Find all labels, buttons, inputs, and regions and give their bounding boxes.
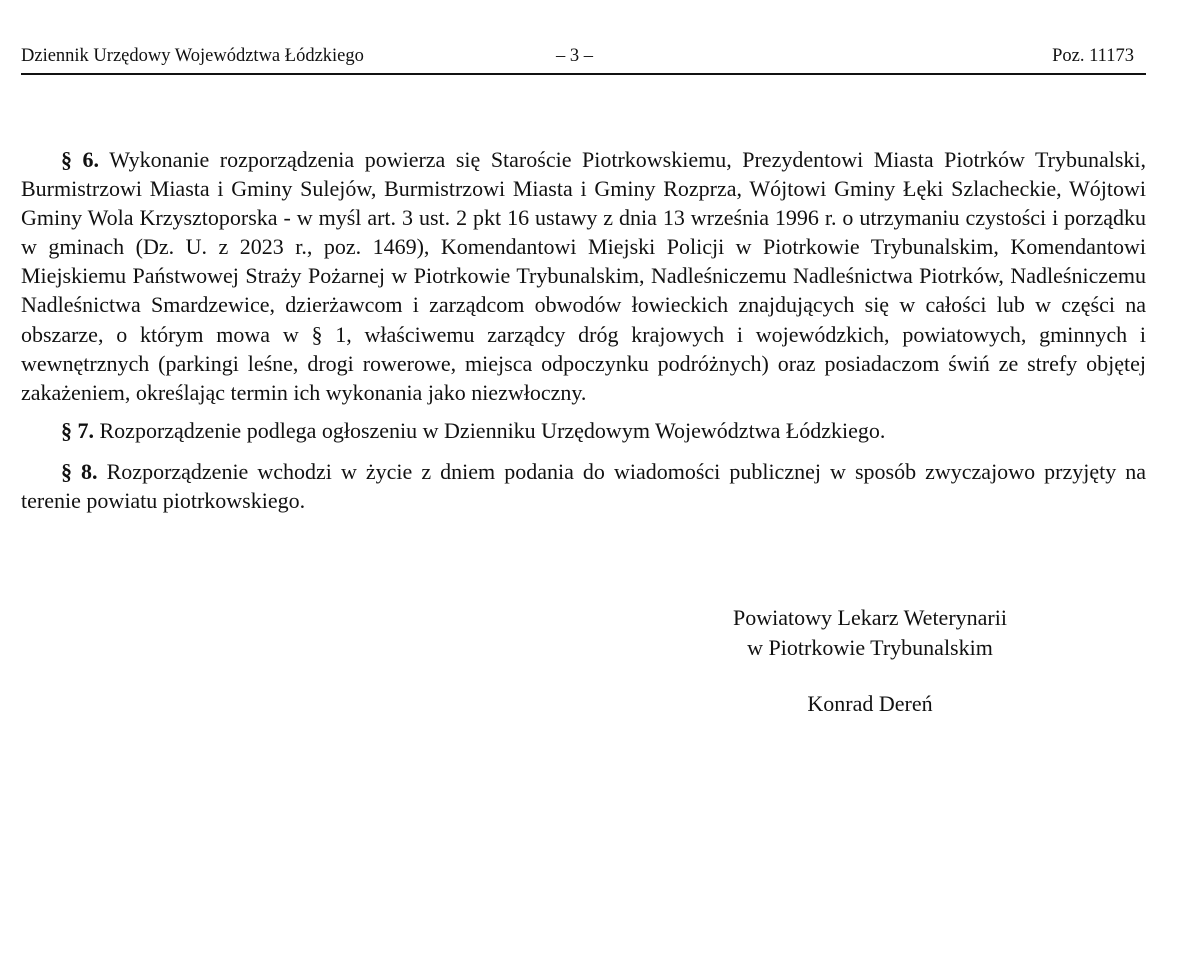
paragraph-text: Rozporządzenie podlega ogłoszeniu w Dzienniku Urzędowym Województwa Łódzkiego. bbox=[99, 417, 886, 443]
paragraph-number: § 6. bbox=[61, 147, 100, 172]
paragraph-6 bbox=[21, 145, 1146, 407]
paragraph-8 bbox=[21, 457, 1146, 515]
paragraph-7 bbox=[21, 416, 1146, 445]
journal-title: Dziennik Urzędowy Województwa Łódzkiego bbox=[21, 46, 364, 66]
paragraph-number: § 7. bbox=[61, 417, 94, 443]
signature-office-line1: Powiatowy Lekarz Weterynarii bbox=[733, 605, 1007, 630]
paragraph-text: Wykonanie rozporządzenia powierza się Staroście Piotrkowskiemu, Prezydentowi Miasta Piotrków Trybunalski, Burmistrzowi Miasta i Gminy Sulejów, Burmistrzowi Miasta i Gminy Rozprza, Wójtowi Gminy Łęki Szlacheckie, Wójtowi Gminy Wola Krzysztoporska - w myśl art. 3 ust. 2 pkt 16 ustawy z dnia 13 września 1996 r. o utrzymaniu czystości i porządku w gminach (Dz. U. z 2023 r., poz. 1469), Komendantowi Miejski Policji w Piotrkowie Trybunalskim, Komendantowi Miejskiemu Państwowej Straży Pożarnej w Piotrkowie Trybunalskim, Nadleśniczemu Nadleśnictwa Piotrków, Nadleśniczemu Nadleśnictwa Smardzewice, dzierżawcom i zarządcom obwodów łowieckich znajdujących się w całości lub w części na obszarze, o którym mowa w § 1, właściwemu zarządcy dróg krajowych i wojewódzkich, powiatowych, gminnych i wewnętrznych (parkingi leśne, drogi rowerowe, miejsca odpoczynku podróżnych) oraz posiadaczom świń ze strefy objętej zakażeniem, określając termin ich wykonania jako niezwłoczny. bbox=[21, 147, 1147, 405]
signature-name: Konrad Dereń bbox=[807, 691, 933, 716]
position-number: Poz. 11173 bbox=[1052, 46, 1134, 66]
page-number: – 3 – bbox=[556, 46, 593, 66]
document-body bbox=[21, 145, 1146, 515]
header-rule bbox=[21, 73, 1146, 75]
paragraph-number: § 8. bbox=[61, 458, 98, 484]
signature-block bbox=[660, 603, 1080, 719]
paragraph-text: Rozporządzenie wchodzi w życie z dniem podania do wiadomości publicznej w sposób zwyczajowo przyjęty na terenie powiatu piotrkowskiego. bbox=[21, 458, 1147, 514]
page-header bbox=[21, 44, 1146, 68]
signature-office-line2: w Piotrkowie Trybunalskim bbox=[747, 635, 993, 660]
